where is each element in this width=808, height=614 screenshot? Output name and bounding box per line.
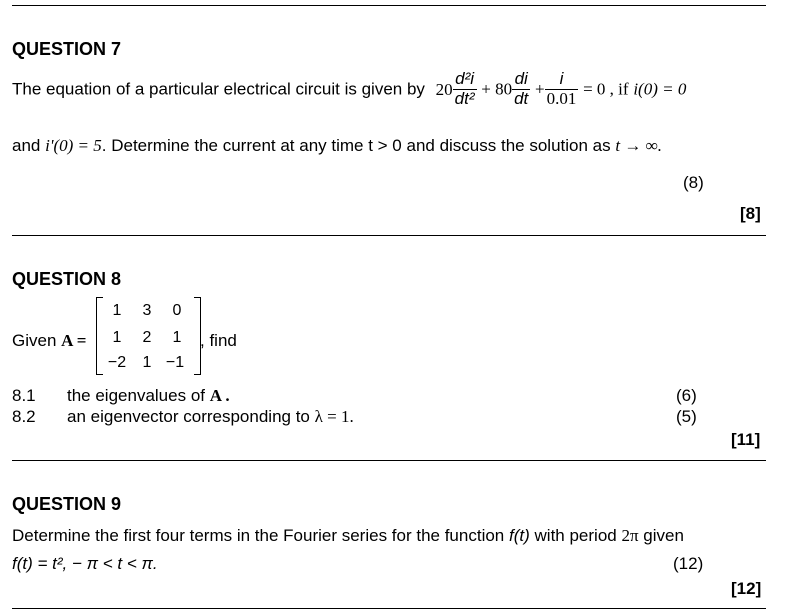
frac3-denominator: 0.01 [546, 88, 577, 108]
q8-matrix-name: A = [61, 331, 87, 350]
matrix-cell: 1 [142, 354, 152, 371]
divider-q8-q9 [12, 460, 766, 461]
q8-given-label [12, 332, 86, 349]
q7-frac-second-derivative [453, 70, 477, 108]
q8-given: Given [12, 331, 57, 350]
frac1-denominator: dt² [454, 88, 475, 108]
q9-function: f(t) [509, 526, 530, 545]
q9-total: [12] [731, 579, 762, 598]
q9-marks: (12) [673, 554, 704, 573]
q7-marks: (8) [683, 173, 704, 192]
q7-initial-condition-1: i(0) = 0 [633, 79, 687, 99]
divider-q7-q8 [12, 235, 766, 236]
q8-item-marks-1: (6) [676, 386, 697, 405]
matrix-cell: 1 [172, 329, 182, 346]
q8-item-1-math: A . [209, 386, 230, 405]
q7-second-line [12, 137, 662, 154]
matrix-cell: 2 [142, 329, 152, 346]
question-7-heading: QUESTION 7 [12, 39, 122, 59]
q8-item-2-math: λ = 1. [314, 407, 354, 426]
bottom-rule [12, 608, 766, 609]
q8-item-1-text: the eigenvalues of [67, 386, 205, 405]
q8-item-num-1: 8.1 [12, 386, 36, 405]
matrix-left-bracket [96, 297, 103, 375]
q7-initial-condition-2: i'(0) = 5 [45, 136, 102, 155]
question-9-heading: QUESTION 9 [12, 494, 122, 514]
matrix-cell: −1 [165, 354, 185, 371]
q7-coef-20: 20 [435, 79, 453, 99]
matrix-cell: 0 [172, 302, 182, 319]
matrix-A [96, 297, 201, 375]
q7-determine-text: . Determine the current at any time t > 0 and discuss the solution as [101, 136, 611, 155]
frac2-denominator: dt [514, 88, 529, 108]
q7-plus-80: + 80 [481, 79, 513, 99]
q8-item-text-1 [67, 387, 230, 404]
matrix-cell: −2 [107, 354, 127, 371]
matrix-cell: 1 [112, 329, 122, 346]
q8-find: , find [200, 331, 237, 350]
q7-limit: t → ∞. [615, 136, 662, 155]
matrix-cell: 1 [112, 302, 122, 319]
q8-item-2-text: an eigenvector corresponding to [67, 407, 310, 426]
q9-first-line [12, 527, 684, 544]
q9-function-definition: f(t) = t², − π < t < π. [12, 554, 158, 573]
q7-plus: + [535, 79, 545, 99]
q8-total: [11] [731, 430, 761, 449]
q7-frac-i-over-0.01 [545, 70, 579, 108]
q7-intro-text: The equation of a particular electrical circuit is given by [12, 79, 425, 99]
q7-frac-first-derivative [512, 70, 530, 108]
q7-total: [8] [740, 204, 761, 223]
frac3-numerator: i [545, 70, 579, 90]
q7-equation-line [12, 70, 686, 120]
q9-intro-text: Determine the first four terms in the Fourier series for the function [12, 526, 505, 545]
q9-period: 2π [621, 526, 639, 545]
q7-equals-zero: = 0 , if [583, 79, 629, 99]
q9-given: given [643, 526, 684, 545]
q8-item-text-2 [67, 408, 354, 425]
matrix-cell: 3 [142, 302, 152, 319]
q8-item-marks-2: (5) [676, 407, 697, 426]
q9-with-period: with period [534, 526, 617, 545]
q8-item-num-2: 8.2 [12, 407, 36, 426]
frac1-numerator: d²i [453, 70, 477, 90]
q7-and: and [12, 136, 41, 155]
frac2-numerator: di [512, 70, 530, 90]
top-rule [12, 5, 766, 6]
question-8-heading: QUESTION 8 [12, 269, 122, 289]
